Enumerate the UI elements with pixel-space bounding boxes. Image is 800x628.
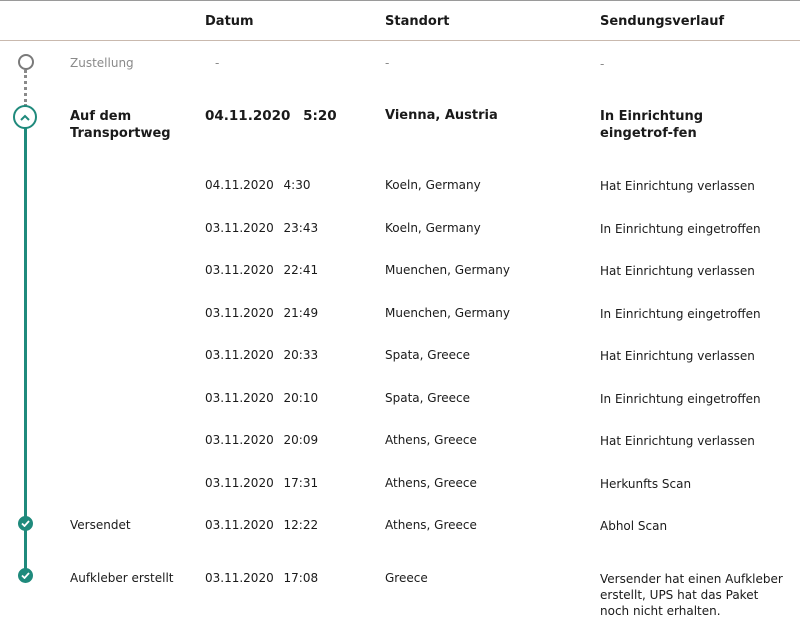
location-cell: Athens, Greece [385,476,477,490]
date-cell: 03.11.2020 20:33 [205,348,319,362]
status-label: Aufkleber erstellt [70,571,174,585]
activity-cell: In Einrichtung eingetrof-fen [600,109,704,141]
activity-cell: Abhol Scan [600,519,668,533]
date-cell: - [215,56,220,70]
date-cell: 04.11.2020 5:20 [205,108,337,124]
check-circle-icon [18,516,33,531]
location-cell: Muenchen, Germany [385,306,510,320]
status-label: Versendet [70,518,131,532]
activity-cell: Versender hat einen Aufkleber erstellt, UPS hat das Paket noch nicht erhalten. [600,572,783,618]
location-cell: Koeln, Germany [385,178,481,192]
location-cell: Athens, Greece [385,518,477,532]
activity-cell: Hat Einrichtung verlassen [600,434,755,448]
date-cell: 04.11.2020 4:30 [205,178,311,192]
column-header-datum: Datum [205,14,254,29]
activity-cell: - [600,57,605,71]
date-cell: 03.11.2020 12:22 [205,518,319,532]
date-cell: 03.11.2020 22:41 [205,263,319,277]
activity-cell: Hat Einrichtung verlassen [600,179,755,193]
date-cell: 03.11.2020 17:31 [205,476,319,490]
activity-cell: In Einrichtung eingetroffen [600,307,761,321]
activity-cell: In Einrichtung eingetroffen [600,392,761,406]
check-circle-icon [18,568,33,583]
activity-cell: Herkunfts Scan [600,477,692,491]
activity-cell: Hat Einrichtung verlassen [600,264,755,278]
date-cell: 03.11.2020 23:43 [205,221,319,235]
location-cell: Koeln, Germany [385,221,481,235]
pending-circle-icon [18,54,34,70]
status-label: Zustellung [70,56,134,70]
activity-cell: Hat Einrichtung verlassen [600,349,755,363]
location-cell: Muenchen, Germany [385,263,510,277]
location-cell: Spata, Greece [385,348,470,362]
status-label: Auf dem Transportweg [70,109,171,141]
location-cell: Athens, Greece [385,433,477,447]
location-cell: - [385,56,390,70]
timeline-dotted-connector [24,70,27,107]
column-header-sendungsverlauf: Sendungsverlauf [600,14,725,29]
date-cell: 03.11.2020 21:49 [205,306,319,320]
timeline-line [24,128,27,574]
location-cell: Greece [385,571,428,585]
activity-cell: In Einrichtung eingetroffen [600,222,761,236]
date-cell: 03.11.2020 20:10 [205,391,319,405]
location-cell: Spata, Greece [385,391,470,405]
date-cell: 03.11.2020 17:08 [205,571,319,585]
date-cell: 03.11.2020 20:09 [205,433,319,447]
table-header [0,1,800,41]
location-cell: Vienna, Austria [385,108,498,123]
column-header-standort: Standort [385,14,450,29]
chevron-up-icon[interactable] [13,105,37,129]
